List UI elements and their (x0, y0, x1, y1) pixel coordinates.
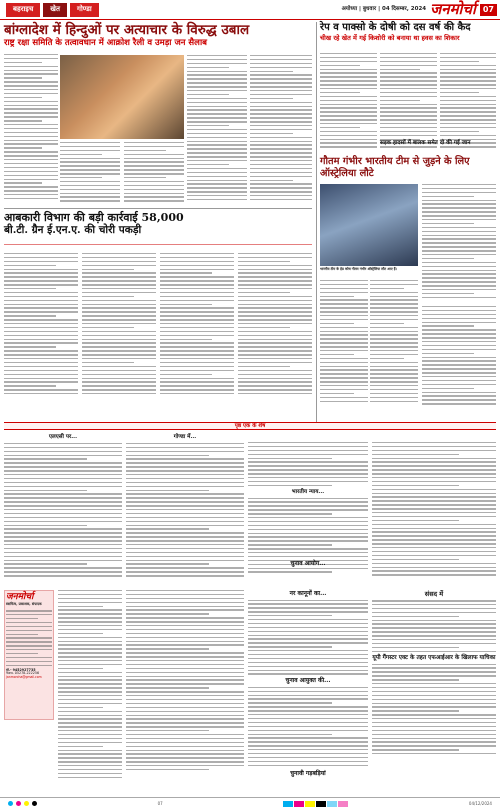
lead-text-col5 (250, 55, 312, 205)
gambhir-text-col2 (320, 280, 368, 410)
lead-text-col4 (187, 55, 247, 205)
footer-date: 04/12/2024 (468, 801, 492, 806)
rally-photo (60, 55, 184, 139)
gambhir-caption-block (320, 268, 418, 278)
imprint-logo: जनमोर्चा (6, 592, 34, 602)
cont-col4 (372, 434, 496, 589)
gambhir-text-col3 (370, 280, 418, 410)
cont-col2-title: गोण्डा में... (173, 434, 197, 440)
continuation-title: पृष्ठ एक के शेष (234, 422, 266, 429)
divider (4, 208, 312, 209)
gambhir-text-col1 (422, 184, 496, 304)
gambhir-caption: भारतीय टीम के हेड कोच गौतम गंभीर ऑस्ट्रेलिया लौट आए हैं। (320, 267, 397, 271)
cont-col2b (126, 590, 244, 790)
excise-headline-block (4, 211, 312, 243)
gambhir-headline: गौतम गंभीर भारतीय टीम से जुड़ने के लिए ऑस्ट्रेलिया लौटे (320, 156, 470, 179)
road-accident-headline: सड़क हादसों में बालक समेत दो की गई जान (380, 140, 471, 146)
lead-subhead: राष्ट्र रक्षा समिति के तत्वावधान में आक्रोश रैली व उमड़ा जन सैलाब (4, 38, 207, 48)
rape-case-headline: रेप व पाक्सो के दोषी को दस वर्ष की कैद (320, 22, 471, 33)
tab-gonda[interactable]: गोण्डा (70, 3, 99, 17)
cont-col1-title: एलएसी पर... (49, 434, 77, 440)
lead-text-col1 (4, 54, 58, 204)
lead-headline: बांग्लादेश में हिन्दुओं पर अत्याचार के विरुद्ध उबाल (4, 22, 250, 38)
lead-text-col3 (124, 142, 184, 206)
cont-col4b-title: संसद में (424, 590, 444, 598)
cont-col3-title: भारतीय न्याय... (291, 488, 325, 495)
imprint-phone: मो.- 9452927735 (6, 667, 36, 672)
masthead-logo: जनमोर्चा (430, 0, 476, 19)
cont-col3b-title: नर कानूनों का... (289, 590, 327, 597)
continuation-bar (4, 422, 496, 430)
footer-page: 07 (157, 801, 163, 806)
cont-col3c-title: चुनाव आयुक्त की... (285, 677, 331, 685)
cont-col4d-title: चुनावी गड़बड़ियां (290, 770, 326, 777)
cont-col4c-title: यूपी गैंगस्टर एक्ट के तहत एफआईआर के खिलाफ याचिका (372, 654, 496, 661)
imprint-email[interactable]: janmorcha@gmail.com (6, 675, 42, 680)
imprint-fax: फैक्स- 05278-222256 (6, 671, 40, 676)
excise-text-col1 (4, 253, 78, 403)
page-number: 07 (480, 4, 497, 16)
cont-col1b (58, 590, 122, 790)
road-accident-headline-block (380, 140, 496, 150)
imprint-tagline: स्वामित्व, प्रकाशक, संपादक (6, 602, 42, 607)
cont-col1 (4, 434, 122, 589)
lead-text-col2 (60, 142, 120, 206)
cont-col2 (126, 434, 244, 589)
registration-marks (8, 801, 37, 806)
gambhir-photo (320, 184, 418, 266)
dateline: अयोध्या | बुधवार | 04 दिसम्बर, 2024 (341, 6, 427, 13)
excise-text-col4 (238, 253, 312, 403)
tab-khet[interactable]: खेत (43, 3, 67, 17)
excise-headline-2: बी.टी. ग्रैन ई.एन.ए. की चोरी पकड़ी (4, 224, 142, 236)
section-tabs (6, 3, 102, 17)
gambhir-text-col4 (422, 306, 496, 410)
cont-col4d-title-block (248, 770, 368, 780)
lead-headline-block (4, 22, 312, 52)
excise-text-col3 (160, 253, 234, 403)
excise-text-col2 (82, 253, 156, 403)
imprint-box (4, 590, 54, 720)
rape-case-headline-block (320, 22, 496, 52)
rape-case-col3 (440, 53, 496, 153)
rape-case-col2 (380, 53, 437, 153)
color-calibration-bar (283, 801, 348, 807)
excise-kicker (4, 244, 312, 251)
cont-col4-title-block (248, 560, 368, 590)
excise-headline: आबकारी विभाग की बड़ी कार्रवाई 58,000 (4, 211, 184, 224)
rape-case-subhead: चीख रहे खेत में गई किशोरी को बनाया था हवस का शिकार (320, 34, 460, 42)
gambhir-headline-block (320, 156, 496, 179)
rape-case-col1 (320, 53, 377, 153)
masthead (0, 0, 500, 20)
tab-bahraich[interactable]: बहराइच (6, 3, 40, 17)
cont-col3b (248, 590, 368, 790)
print-marks (0, 797, 500, 809)
cont-col4-title: चुनाव आयोग... (290, 560, 326, 567)
cont-col4b (372, 590, 496, 790)
column-rule (316, 22, 317, 422)
